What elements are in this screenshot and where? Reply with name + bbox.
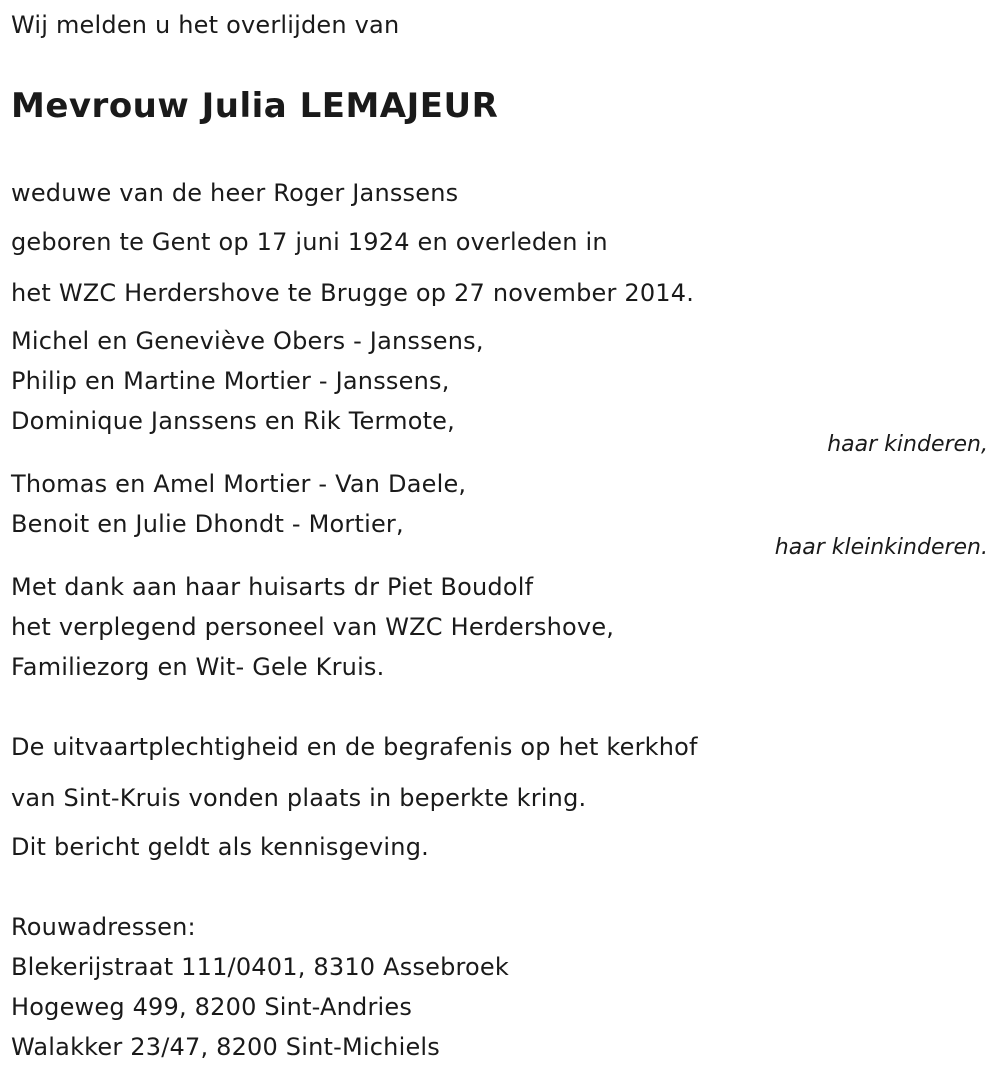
thanks-line: Met dank aan haar huisarts dr Piet Boudolf xyxy=(11,573,534,601)
grandchild-name: Thomas en Amel Mortier - Van Daele, xyxy=(11,470,467,498)
address-line: Walakker 23/47, 8200 Sint-Michiels xyxy=(11,1033,440,1061)
children-role-label: haar kinderen, xyxy=(827,432,988,457)
thanks-line: Familiezorg en Wit- Gele Kruis. xyxy=(11,653,385,681)
notice-line: Dit bericht geldt als kennisgeving. xyxy=(11,833,429,861)
funeral-line: De uitvaartplechtigheid en de begrafenis op het kerkhof xyxy=(11,733,698,761)
thanks-line: het verplegend personeel van WZC Herdershove, xyxy=(11,613,615,641)
addresses-label: Rouwadressen: xyxy=(11,913,196,941)
address-line: Blekerijstraat 111/0401, 8310 Assebroek xyxy=(11,953,509,981)
child-name: Dominique Janssens en Rik Termote, xyxy=(11,407,455,435)
grandchild-name: Benoit en Julie Dhondt - Mortier, xyxy=(11,510,404,538)
grandchildren-role-label: haar kleinkinderen. xyxy=(774,535,988,560)
funeral-line: van Sint-Kruis vonden plaats in beperkte kring. xyxy=(11,784,587,812)
intro-text: Wij melden u het overlijden van xyxy=(11,11,400,39)
address-line: Hogeweg 499, 8200 Sint-Andries xyxy=(11,993,413,1021)
deceased-name: Mevrouw Julia LEMAJEUR xyxy=(11,86,499,126)
child-name: Philip en Martine Mortier - Janssens, xyxy=(11,367,450,395)
detail-line-died: het WZC Herdershove te Brugge op 27 november 2014. xyxy=(11,279,695,307)
detail-line-widow: weduwe van de heer Roger Janssens xyxy=(11,179,459,207)
detail-line-born: geboren te Gent op 17 juni 1924 en overleden in xyxy=(11,228,608,256)
child-name: Michel en Geneviève Obers - Janssens, xyxy=(11,327,484,355)
